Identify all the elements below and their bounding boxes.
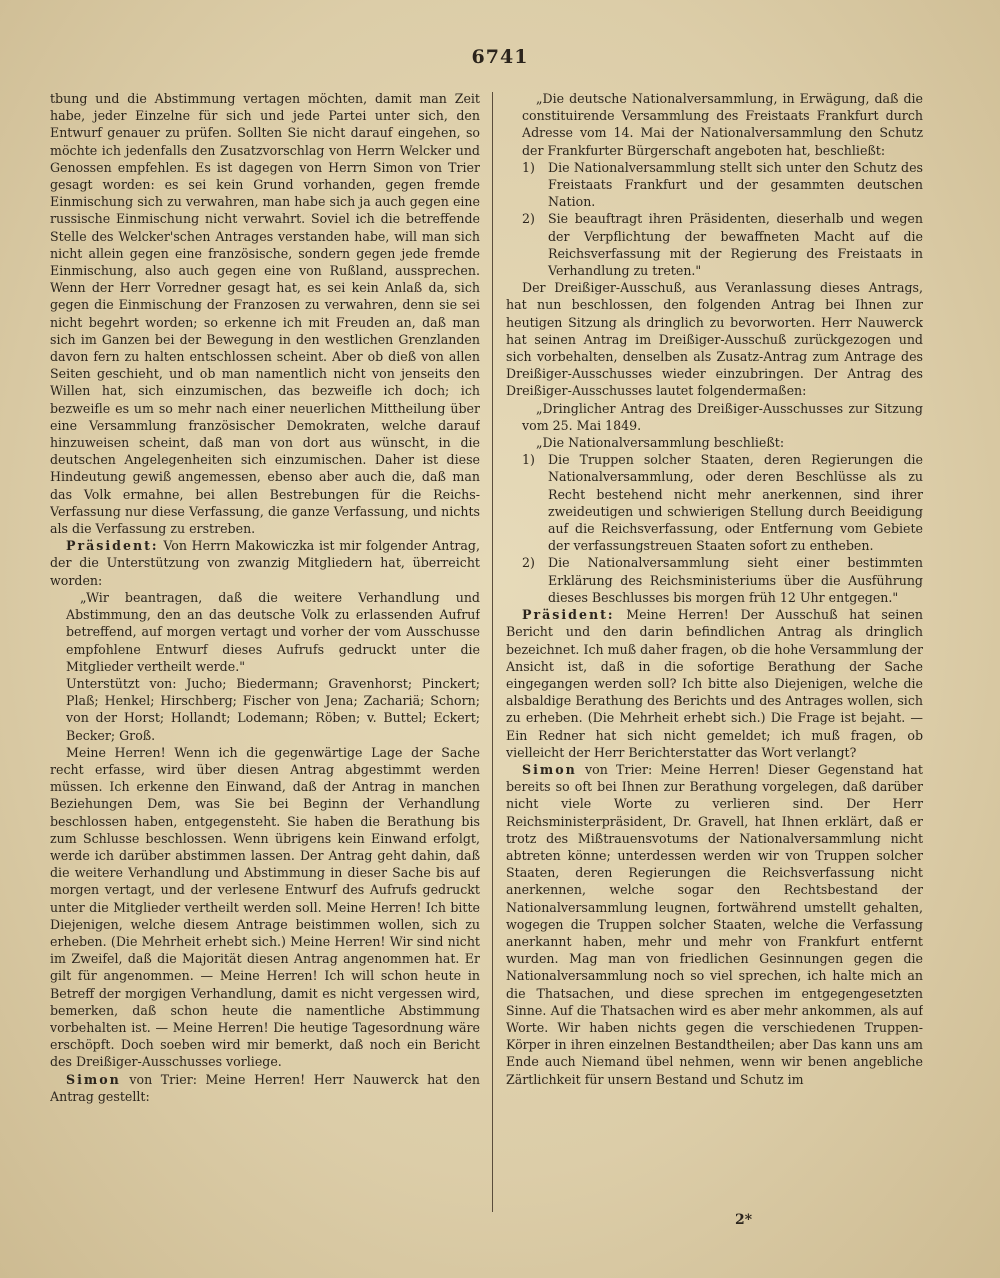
left-column: [50, 90, 480, 1218]
motion-item: [522, 210, 923, 279]
paragraph-continued-speech: tbung und die Abstimmung vertagen möchten, damit man Zeit habe, jeder Einzelne für sich und jede Partei unter sich, den Entwurf genauer zu prüfen. Sollten Sie nicht darauf eingehen, so möchte ich jedenfalls den Zusatzvorschlag von Herrn Welcker und Genossen empfehlen. Es ist dagegen von Herrn Simon von Trier gesagt worden: es sei kein Grund vorhanden, gegen fremde Einmischung sich zu verwahren, man habe sich ja auch gegen eine russische Einmischung nicht verwahrt. Soviel ich die betreffende Stelle des Welcker'schen Antrages verstanden habe, will man sich nicht allein gegen eine französische, sondern gegen jede fremde Einmischung, also auch gegen eine von Rußland, aussprechen. Wenn der Herr Vorredner gesagt hat, es sei kein Anlaß da, sich gegen die Einmischung der Franzosen zu verwahren, denn sie sei nicht begehrt worden; so erkenne ich mit Freuden an, daß man sich im Ganzen bei der Bewegung in den westlichen Grenzlanden davon fern zu halten entschlossen scheint. Aber ob dieß von allen Seiten geschieht, und ob man namentlich nicht von jenseits den Willen hat, sich einzumischen, das bezweifle ich doch; ich bezweifle es um so mehr nach einer neuerlichen Mittheilung über eine Versammlung französischer Demokraten, welche darauf hinzuweisen scheint, daß man von dort aus wünscht, in die deutschen Angelegenheiten sich einzumischen. Daher ist diese Hindeutung gewiß angemessen, ebenso aber auch die, daß man das Volk ermahne, bei allen Bestrebungen für die Reichs-Verfassung nur diese Verfassung, die ganze Verfassung, und nichts als die Verfassung zu erstreben.: [50, 91, 480, 537]
paragraph-committee: Der Dreißiger-Ausschuß, aus Veranlassung dieses Antrags, hat nun beschlossen, den folgenden Antrag bei Ihnen zur heutigen Sitzung als dringlich zu bevorworten. Herr Nauwerck hat seinen Antrag im Dreißiger-Ausschuß zurückgezogen und sich vorbehalten, denselben als Zusatz-Antrag zum Antrage des Dreißiger-Ausschusses wieder einzubringen. Der Antrag des Dreißiger-Ausschusses lautet folgendermaßen:: [506, 280, 923, 399]
motion-item: [522, 554, 923, 606]
motion-item: [522, 159, 923, 211]
paragraph-president-urgency: [506, 606, 923, 761]
speaker-praesident: Präsident:: [522, 607, 615, 623]
column-divider: [492, 92, 493, 1212]
paragraph-president-vote: Meine Herren! Wenn ich die gegenwärtige Lage der Sache recht erfasse, wird über diesen Antrag abgestimmt werden müssen. Ich erkenne den Einwand, daß der Antrag in manchen Beziehungen Dem, was Sie bei Beginn der Verhandlung beschlossen haben, entgegensteht. Sie haben die Berathung bis zum Schlusse beschlossen. Wenn übrigens kein Einwand erfolgt, werde ich darüber abstimmen lassen. Der Antrag geht dahin, daß die weitere Verhandlung und Abstimmung in dieser Sache bis auf morgen vertagt, und der verlesene Entwurf des Aufrufs gedruckt unter die Mitglieder vertheilt werden soll. Meine Herren! Ich bitte Diejenigen, welche diesem Antrage beistimmen wollen, sich zu erheben. (Die Mehrheit erhebt sich.) Meine Herren! Wir sind nicht im Zweifel, daß die Majorität diesen Antrag angenommen hat. Er gilt für angenommen. — Meine Herren! Ich will schon heute in Betreff der morgigen Verhandlung, damit es nicht vergessen wird, bemerken, daß schon heute die namentliche Abstimmung vorbehalten ist. — Meine Herren! Die heutige Tagesordnung wäre erschöpft. Doch soeben wird mir bemerkt, daß noch ein Bericht des Dreißiger-Ausschusses vorliege.: [50, 744, 480, 1070]
motion-text: „Wir beantragen, daß die weitere Verhandlung und Abstimmung, den an das deutsche Volk zu erlassenden Aufruf betreffend, auf morgen vertagt und vorher der vom Ausschusse empfohlene Entwurf dieses Aufrufs gedruckt unter die Mitglieder vertheilt werde.": [66, 589, 480, 674]
motion-intro: „Die Nationalversammlung beschließt:: [536, 435, 785, 451]
quoted-motion-nauwerck: [522, 90, 923, 279]
printer-signature-mark: 2*: [735, 1212, 753, 1228]
quoted-motion-makowiczka: [66, 589, 480, 744]
paragraph-simon-intro: [50, 1071, 480, 1105]
item-number: 1): [522, 452, 535, 468]
item-text: Sie beauftragt ihren Präsidenten, dieserhalb und wegen der Verpflichtung der bewaffneten Macht auf die Reichsverfassung mit der Regierung des Freistaats in Verhandlung zu treten.": [548, 211, 923, 279]
item-number: 2): [522, 211, 535, 227]
paragraph-simon-speech: [506, 761, 923, 1088]
page-number: 6741: [471, 46, 529, 68]
item-text: Die Nationalversammlung sieht einer bestimmten Erklärung des Reichsministeriums über die Ausführung dieses Beschlusses bis morgen früh 12 Uhr entgegen.": [548, 555, 923, 605]
motion-intro: „Die deutsche Nationalversammlung, in Erwägung, daß die constituirende Versammlung des Freistaats Frankfurt durch Adresse vom 14. Mai der Nationalversammlung den Schutz der Frankfurter Bürgerschaft angeboten hat, beschließt:: [522, 91, 923, 158]
speech-text: von Trier: Meine Herren! Dieser Gegenstand hat bereits so oft bei Ihnen zur Berathung vorgelegen, daß darüber nicht viele Worte zu verlieren sind. Der Herr Reichsministerpräsident, Dr. Gravell, hat Ihnen erklärt, daß er trotz des Mißtrauensvotums der Nationalversammlung nicht abtreten könne; unterdessen werden wir von Truppen solcher Staaten, deren Regierungen die Reichsverfassung nicht anerkennen, welche sogar den Rechtsbestand der Nationalversammlung leugnen, fortwährend umstellt gehalten, wogegen die Truppen solcher Staaten, welche die Verfassung anerkannt haben, mehr und mehr von Frankfurt entfernt wurden. Mag man von friedlichen Gesinnungen gegen die Nationalversammlung noch so viel sprechen, ich halte mich an die Thatsachen, und diese sprechen im entgegengesetzten Sinne. Auf die Thatsachen wird es aber mehr ankommen, als auf Worte. Wir haben nichts gegen die verschiedenen Truppen-Körper in ihren einzelnen Bestandtheilen; aber Das kann uns am Ende auch Niemand übel nehmen, wenn wir benen angebliche Zärtlichkeit für unsern Bestand und Schutz im: [506, 761, 923, 1087]
paragraph-president-announcement: [50, 537, 480, 589]
motion-title: „Dringlicher Antrag des Dreißiger-Ausschusses zur Sitzung vom 25. Mai 1849.: [522, 400, 923, 433]
signatories-list: Unterstützt von: Jucho; Biedermann; Gravenhorst; Pinckert; Plaß; Henkel; Hirschberg; Fischer von Jena; Zachariä; Schorn; von der Horst; Hollandt; Lodemann; Röben; v. Buttel; Eckert; Becker; Groß.: [66, 675, 480, 743]
speech-text: von Trier: Meine Herren! Herr Nauwerck hat den Antrag gestellt:: [50, 1071, 480, 1104]
item-text: Die Nationalversammlung stellt sich unter den Schutz des Freistaats Frankfurt und der gesammten deutschen Nation.: [548, 159, 923, 210]
speech-text: Von Herrn Makowiczka ist mir folgender Antrag, der die Unterstützung von zwanzig Mitgliedern hat, überreicht worden:: [50, 538, 480, 588]
motion-item: [522, 451, 923, 554]
item-number: 1): [522, 159, 535, 175]
right-column: [506, 90, 923, 1218]
speaker-praesident: Präsident:: [66, 538, 159, 554]
speaker-simon: Simon: [522, 761, 577, 777]
item-number: 2): [522, 555, 535, 571]
speaker-simon: Simon: [66, 1071, 121, 1087]
item-text: Die Truppen solcher Staaten, deren Regierungen die Nationalversammlung, oder deren Beschlüsse als zu Recht bestehend nicht mehr anerkennen, sind ihrer zweideutigen und schwierigen Stellung durch Beeidigung auf die Reichsverfassung, oder Entfernung vom Gebiete der verfassungstreuen Staaten sofort zu entheben.: [548, 452, 923, 554]
speech-text: Meine Herren! Der Ausschuß hat seinen Bericht und den darin befindlichen Antrag als dringlich bezeichnet. Ich muß daher fragen, ob die hohe Versammlung der Ansicht ist, daß in die sofortige Berathung der Sache eingegangen werden soll? Ich bitte also Diejenigen, welche die alsbaldige Berathung des Berichts und des Antrages wollen, sich zu erheben. (Die Mehrheit erhebt sich.) Die Frage ist bejaht. — Ein Redner hat sich nicht gemeldet; ich muß fragen, ob vielleicht der Herr Berichterstatter das Wort verlangt?: [506, 607, 923, 760]
quoted-motion-committee: [522, 400, 923, 606]
